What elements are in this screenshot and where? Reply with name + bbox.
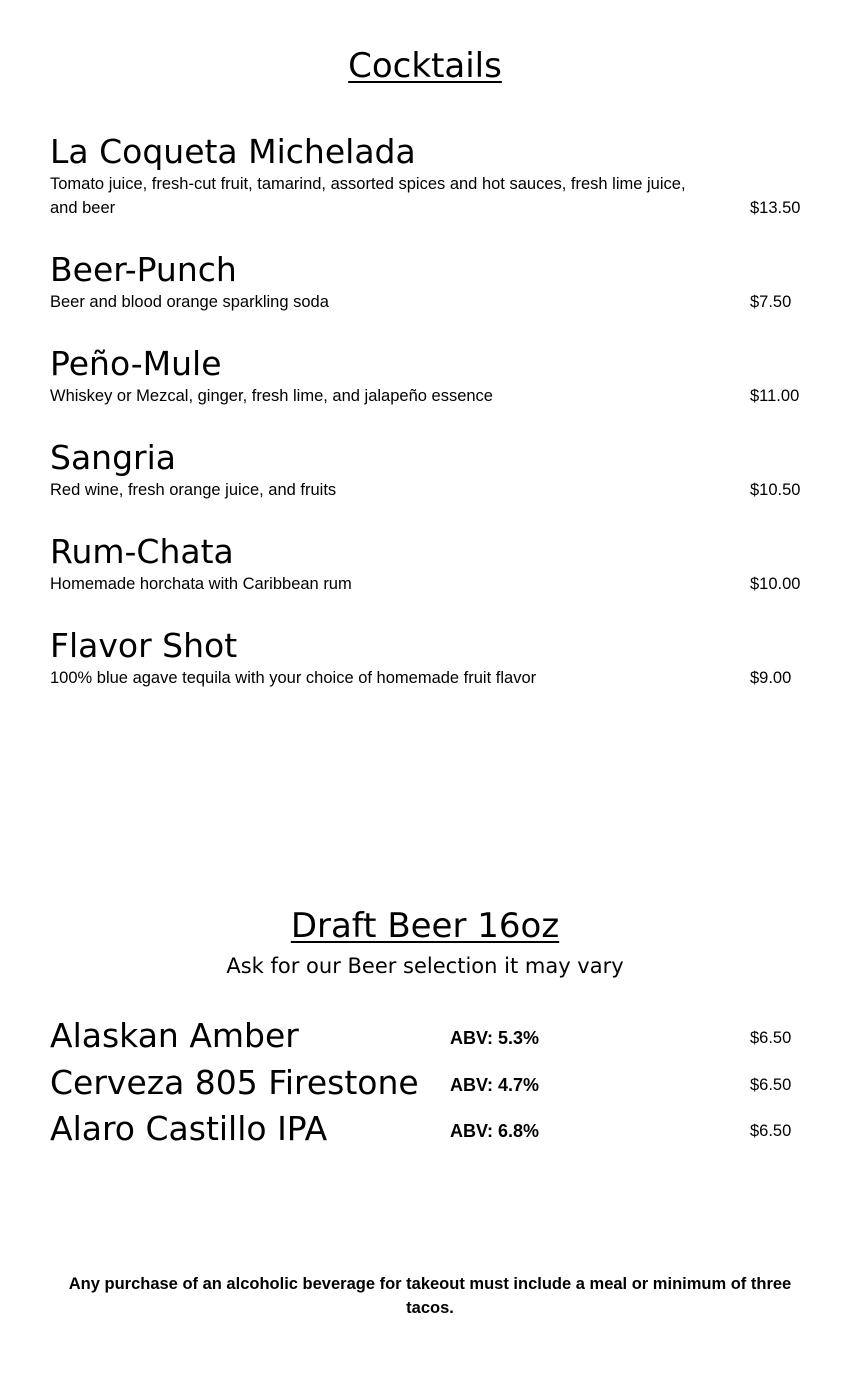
beer-abv: ABV: 4.7% — [450, 1075, 540, 1095]
cocktail-name: Peño-Mule — [50, 344, 222, 383]
cocktail-description: 100% blue agave tequila with your choice of homemade fruit flavor — [50, 669, 537, 687]
cocktail-details — [50, 666, 810, 690]
cocktail-description: Homemade horchata with Caribbean rum — [50, 575, 352, 593]
cocktail-item — [50, 132, 810, 220]
beer-price: $6.50 — [750, 1122, 792, 1140]
cocktail-item — [50, 532, 810, 596]
beer-item — [50, 1061, 810, 1107]
cocktail-price: $10.50 — [750, 481, 801, 499]
cocktail-item — [50, 250, 810, 314]
cocktail-price: $11.00 — [750, 387, 800, 405]
cocktail-details — [50, 478, 810, 502]
cocktail-description: Beer and blood orange sparkling soda — [50, 293, 329, 311]
cocktail-name: Beer-Punch — [50, 250, 237, 289]
beer-name: Cerveza 805 Firestone — [50, 1063, 419, 1102]
cocktail-item — [50, 626, 810, 690]
cocktail-item — [50, 344, 810, 408]
beer-item — [50, 1014, 810, 1060]
cocktail-price: $9.00 — [750, 669, 792, 687]
draft-beer-subtitle: Ask for our Beer selection it may vary — [226, 954, 624, 978]
cocktail-description: Whiskey or Mezcal, ginger, fresh lime, and jalapeño essence — [50, 387, 493, 405]
beer-price: $6.50 — [750, 1076, 792, 1094]
cocktail-details — [50, 384, 810, 408]
cocktail-details — [50, 172, 810, 220]
beer-abv: ABV: 5.3% — [450, 1028, 540, 1048]
cocktail-name: Flavor Shot — [50, 626, 238, 665]
cocktail-item — [50, 438, 810, 502]
cocktail-description: Red wine, fresh orange juice, and fruits — [50, 481, 337, 499]
beer-abv: ABV: 6.8% — [450, 1121, 540, 1141]
cocktail-price: $13.50 — [750, 199, 801, 217]
cocktail-name: Rum-Chata — [50, 532, 234, 571]
cocktails-title: Cocktails — [348, 46, 502, 86]
takeout-notice: Any purchase of an alcoholic beverage for takeout must include a meal or minimum of three tacos. — [68, 1275, 792, 1317]
beer-name: Alaro Castillo IPA — [50, 1109, 328, 1148]
beer-name: Alaskan Amber — [50, 1016, 299, 1055]
cocktail-name: La Coqueta Michelada — [50, 132, 416, 171]
cocktail-details — [50, 290, 810, 314]
cocktail-description: Tomato juice, fresh-cut fruit, tamarind, assorted spices and hot sauces, fresh lime juice, and beer — [50, 175, 686, 217]
draft-beer-title: Draft Beer 16oz — [290, 906, 560, 946]
cocktail-details — [50, 572, 810, 596]
beer-price: $6.50 — [750, 1029, 792, 1047]
cocktail-name: Sangria — [50, 438, 176, 477]
cocktail-price: $7.50 — [750, 293, 792, 311]
beer-item — [50, 1107, 810, 1153]
cocktail-price: $10.00 — [750, 575, 801, 593]
